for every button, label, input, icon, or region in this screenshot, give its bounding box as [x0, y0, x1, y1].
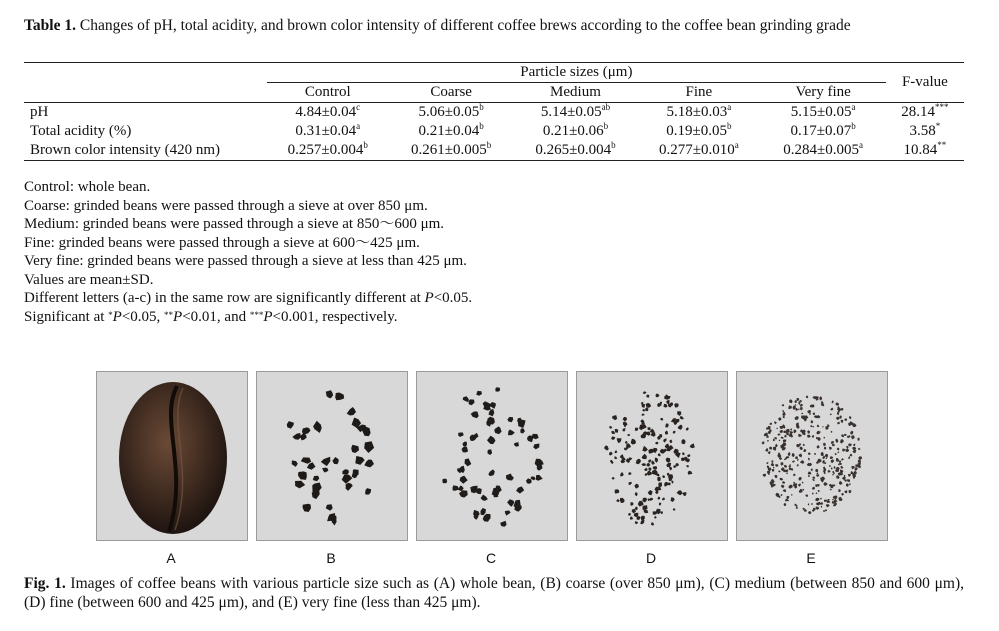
row-label: Total acidity (%) — [30, 123, 132, 139]
table-row — [24, 141, 964, 161]
very-fine-grounds-image — [737, 372, 887, 540]
table-cell: 0.257±0.004$^b$ — [267, 141, 389, 161]
fvalue-cell: 3.58* — [909, 121, 941, 139]
col-header-medium: Medium — [514, 83, 637, 103]
note-fine: Fine: grinded beans were passed through a sieve at 600～425 μm. — [24, 234, 420, 251]
panel-a-whole-bean-photo — [96, 371, 248, 541]
table-caption-label: Table 1. — [24, 17, 76, 34]
col-header-control: Control — [267, 83, 389, 103]
figure-caption-label: Fig. 1. — [24, 575, 66, 592]
table-cell: 5.15±0.05$^a$ — [790, 102, 856, 120]
table-cell: 0.284±0.005$^a$ — [761, 141, 886, 161]
note-letters: Different letters (a-c) in the same row are significantly different at P<0.05. — [24, 290, 473, 306]
table-cell: 0.21±0.04$^b$ — [418, 121, 484, 139]
panel-e-very-fine-photo — [736, 371, 888, 541]
table-notes — [24, 178, 644, 326]
row-label: pH — [30, 104, 49, 120]
coarse-grounds-image — [257, 372, 407, 540]
panel-label-b: B — [326, 550, 336, 566]
table-header-row-2 — [24, 83, 964, 103]
table-cell: 0.265±0.004$^b$ — [514, 141, 637, 161]
table-cell: 5.18±0.03$^a$ — [666, 102, 732, 120]
figure-caption — [24, 574, 964, 612]
table-cell: 0.21±0.06$^b$ — [542, 121, 609, 139]
panel-label-d: D — [645, 550, 657, 566]
table-row — [24, 122, 964, 141]
table-caption — [24, 16, 964, 35]
fvalue-header: F-value — [886, 63, 964, 103]
table-cell: 0.19±0.05$^b$ — [666, 121, 732, 139]
panel-label-e: E — [806, 550, 816, 566]
table-header-row-1 — [24, 63, 964, 83]
col-header-coarse: Coarse — [389, 83, 514, 103]
note-values: Values are mean±SD. — [24, 271, 154, 288]
table-caption-text: Changes of pH, total acidity, and brown color intensity of different coffee brews according to the coffee bean grinding grade — [75, 17, 851, 34]
note-very-fine: Very fine: grinded beans were passed through a sieve at less than 425 μm. — [24, 253, 467, 269]
panel-c-medium-photo — [416, 371, 568, 541]
col-header-very-fine: Very fine — [761, 83, 886, 103]
row-label: Brown color intensity (420 nm) — [24, 141, 267, 161]
note-coarse: Coarse: grinded beans were passed through a sieve at over 850 μm. — [24, 197, 428, 214]
table-cell: 5.06±0.05$^b$ — [418, 102, 484, 120]
table-cell: 0.261±0.005$^b$ — [389, 141, 514, 161]
particle-size-header: Particle sizes (μm) — [267, 63, 886, 83]
table-cell: 0.31±0.04$^a$ — [295, 121, 361, 139]
fvalue-cell: 10.84** — [886, 141, 964, 161]
panel-d-fine-photo — [576, 371, 728, 541]
table-cell: 0.277±0.010$^a$ — [637, 141, 760, 161]
results-table — [24, 62, 964, 161]
panel-b-coarse-photo — [256, 371, 408, 541]
table-body — [24, 103, 964, 161]
col-header-fine: Fine — [637, 83, 760, 103]
panel-label-a: A — [166, 550, 176, 566]
table-cell: 4.84±0.04$^c$ — [295, 102, 361, 120]
medium-grounds-image — [417, 372, 567, 540]
table-cell: 0.17±0.07$^b$ — [790, 121, 856, 139]
table-row — [24, 103, 964, 123]
note-significance: Significant at *P<0.05, **P<0.01, and ***P<0.001, respectively. — [24, 308, 398, 325]
figure-caption-text: Images of coffee beans with various particle size such as (A) whole bean, (B) coarse (over 850 μm), (C) medium (between 850 and 600 μm), (D) fine (between 600 and 425 μm), and (E) very fine (less than 425 μm). — [24, 575, 964, 611]
note-medium: Medium: grinded beans were passed through a sieve at 850～600 μm. — [24, 216, 445, 232]
coffee-bean-image — [97, 372, 247, 540]
table-cell: 5.14±0.05$^{ab}$ — [540, 102, 611, 120]
panel-label-c: C — [485, 550, 497, 566]
note-control: Control: whole bean. — [24, 179, 151, 195]
fine-grounds-image — [577, 372, 727, 540]
fvalue-cell: 28.14*** — [901, 102, 949, 120]
